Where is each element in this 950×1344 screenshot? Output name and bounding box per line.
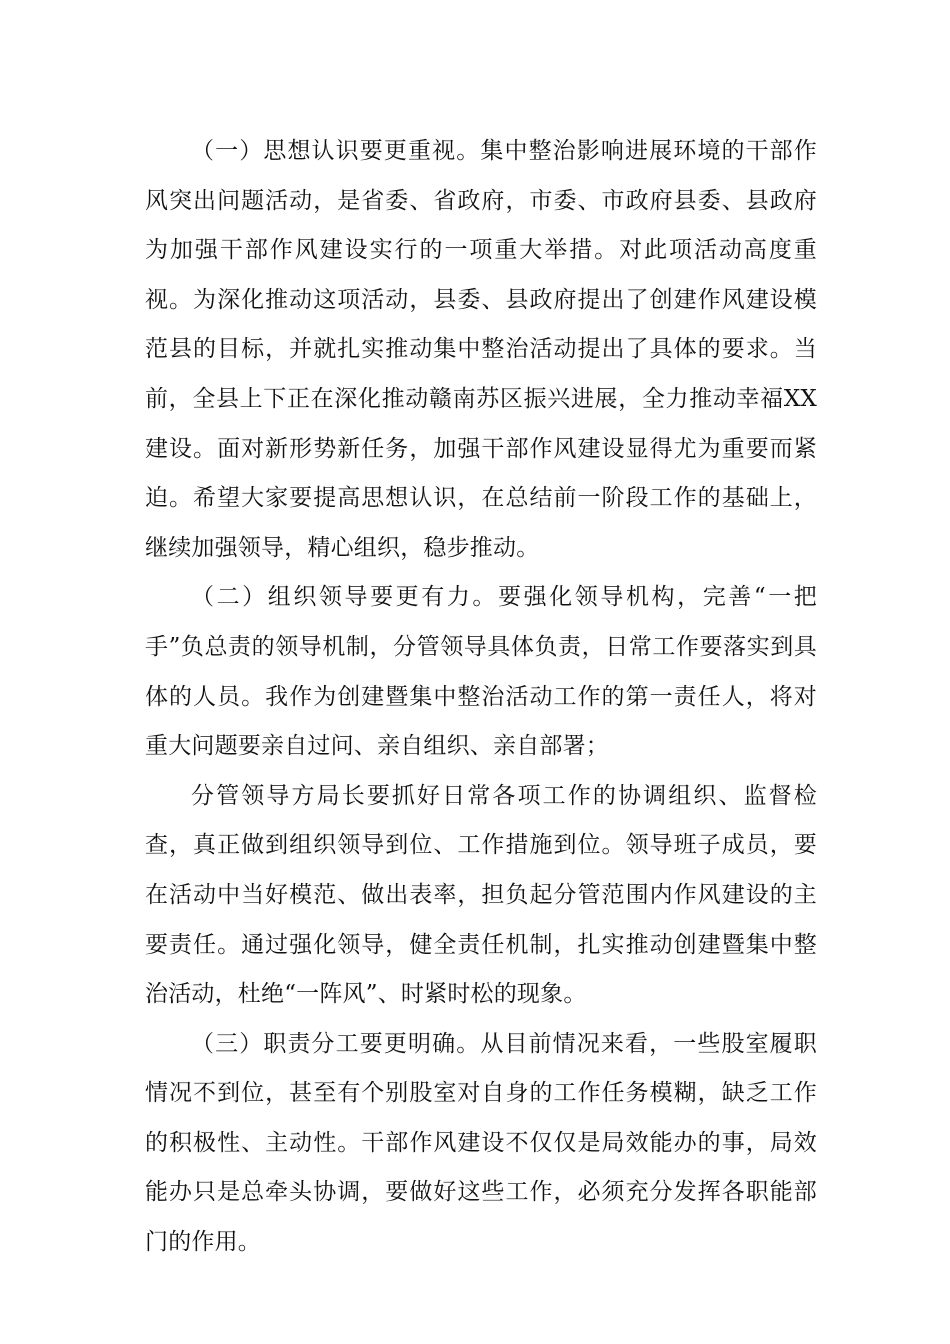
paragraph-deputy-leader: 分管领导方局长要抓好日常各项工作的协调组织、监督检查，真正做到组织领导到位、工作措施到位。领导班子成员，要在活动中当好模范、做出表率，担负起分管范围内作风建设的主要责任。通过强化领导，健全责任机制，扎实推动创建暨集中整治活动，杜绝“一阵风”、时紧时松的现象。	[145, 782, 817, 1008]
document-body	[145, 127, 817, 1268]
paragraph-thinking: （一）思想认识要更重视。集中整治影响进展环境的干部作风突出问题活动，是省委、省政府，市委、市政府县委、县政府为加强干部作风建设实行的一项重大举措。对此项活动高度重视。为深化推动这项活动，县委、县政府提出了创建作风建设模范县的目标，并就扎实推动集中整治活动提出了具体的要求。当前，全县上下正在深化推动赣南苏区振兴进展，全力推动幸福XX建设。面对新形势新任务，加强干部作风建设显得尤为重要而紧迫。希望大家要提高思想认识，在总结前一阶段工作的基础上，继续加强领导，精心组织，稳步推动。	[145, 138, 817, 561]
paragraph-responsibilities: （三）职责分工要更明确。从目前情况来看，一些股室履职情况不到位，甚至有个别股室对自身的工作任务模糊，缺乏工作的积极性、主动性。干部作风建设不仅仅是局效能办的事，局效能办只是总牵头协调，要做好这些工作，必须充分发挥各职能部门的作用。	[145, 1030, 817, 1256]
paragraph-leadership: （二）组织领导要更有力。要强化领导机构，完善“一把手”负总责的领导机制，分管领导具体负责，日常工作要落实到具体的人员。我作为创建暨集中整治活动工作的第一责任人，将对重大问题要亲自过问、亲自组织、亲自部署；	[145, 584, 817, 760]
